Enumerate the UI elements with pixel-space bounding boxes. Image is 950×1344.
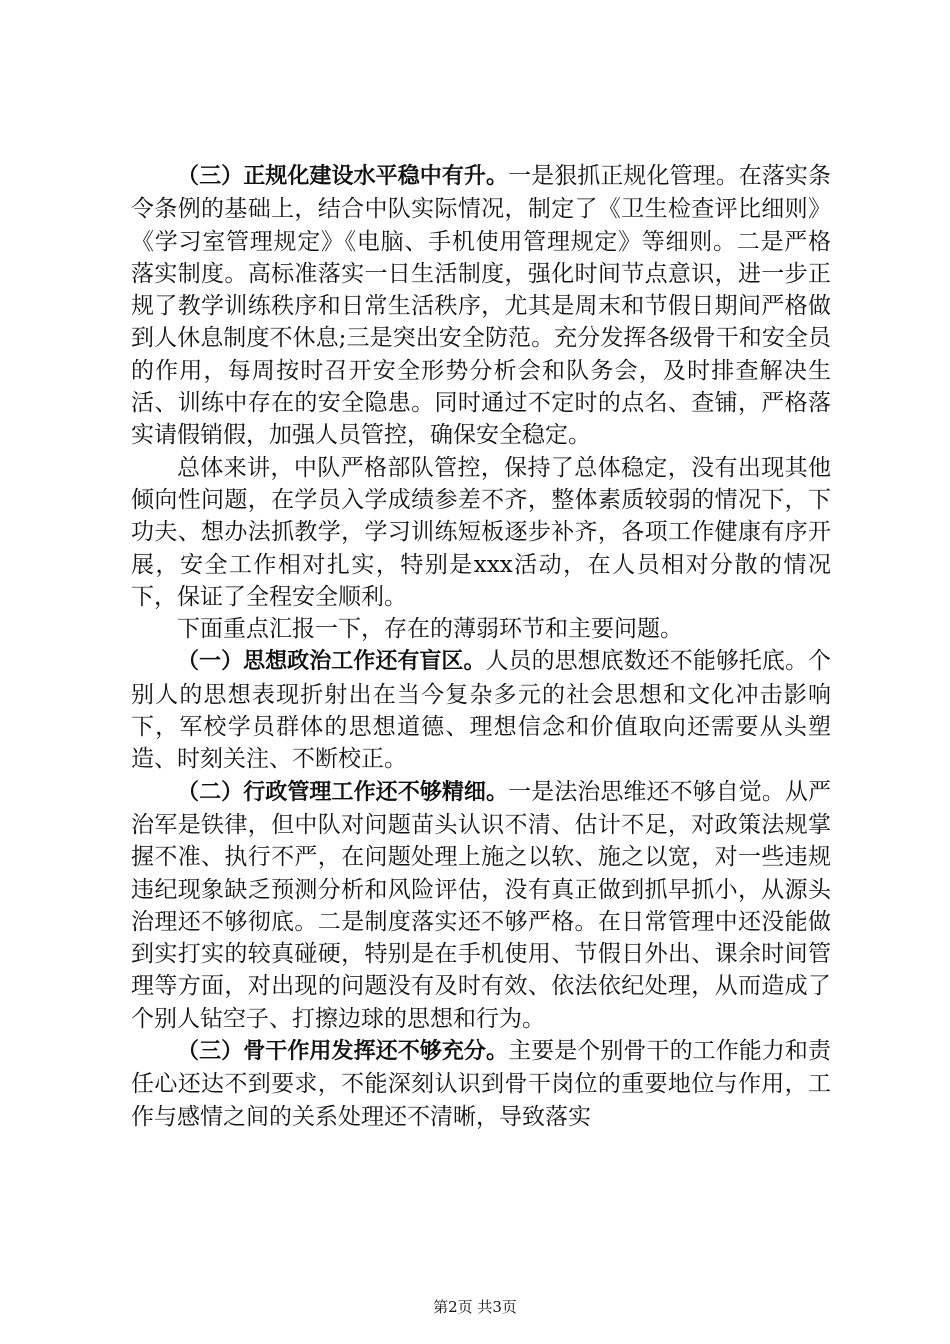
paragraph-3 bbox=[131, 613, 831, 645]
paragraph-text: 人员的思想底数还不能够托底。个别人的思想表现折射出在当今复杂多元的社会思想和文化冲击影响下，军校学员群体的思想道德、理想信念和价值取向还需要从头塑造、时刻关注、不断校正。 bbox=[131, 648, 831, 773]
page-footer: 第2页 共3页 bbox=[433, 1298, 517, 1316]
section-heading: （一）思想政治工作还有盲区。 bbox=[177, 649, 486, 675]
paragraph-text: 下面重点汇报一下，存在的薄弱环节和主要问题。 bbox=[177, 616, 683, 643]
section-heading: （二）行政管理工作还不够精细。 bbox=[177, 779, 509, 805]
paragraph-1 bbox=[131, 160, 831, 452]
paragraph-5 bbox=[131, 776, 831, 1035]
section-heading: （三）骨干作用发挥还不够充分。 bbox=[177, 1039, 509, 1065]
document-body bbox=[131, 160, 831, 1133]
paragraph-text: 主要是个别骨干的工作能力和责任心还达不到要求，不能深刻认识到骨干岗位的重要地位与作用，工作与感情之间的关系处理还不清晰，导致落实 bbox=[131, 1038, 831, 1130]
paragraph-text: 一是狠抓正规化管理。在落实条令条例的基础上，结合中队实际情况，制定了《卫生检查评比细则》《学习室管理规定》《电脑、手机使用管理规定》等细则。二是严格落实制度。高标准落实一日生活制度，强化时间节点意识，进一步正规了教学训练秩序和日常生活秩序，尤其是周末和节假日期间严格做到人休息制度不休息;三是突出安全防范。充分发挥各级骨干和安全员的作用，每周按时召开安全形势分析会和队务会，及时排查解决生活、训练中存在的安全隐患。同时通过不定时的点名、查铺，严格落实请假销假，加强人员管控，确保安全稳定。 bbox=[131, 163, 831, 449]
paragraph-6 bbox=[131, 1035, 831, 1133]
paragraph-2 bbox=[131, 452, 831, 613]
paragraph-text: 总体来讲，中队严格部队管控，保持了总体稳定，没有出现其他倾向性问题，在学员入学成绩参差不齐，整体素质较弱的情况下，下功夫、想办法抓教学，学习训练短板逐步补齐，各项工作健康有序开展，安全工作相对扎实，特别是xxx活动，在人员相对分散的情况下，保证了全程安全顺利。 bbox=[131, 454, 831, 610]
paragraph-text: 一是法治思维还不够自觉。从严治军是铁律，但中队对问题苗头认识不清、估计不足，对政策法规掌握不准、执行不严，在问题处理上施之以软、施之以宽，对一些违规违纪现象缺乏预测分析和风险评估，没有真正做到抓早抓小，从源头治理还不够彻底。二是制度落实还不够严格。在日常管理中还没能做到实打实的较真碰硬，特别是在手机使用、节假日外出、课余时间管理等方面，对出现的问题没有及时有效、依法依纪处理，从而造成了个别人钻空子、打擦边球的思想和行为。 bbox=[131, 778, 831, 1032]
section-heading: （三）正规化建设水平稳中有升。 bbox=[177, 164, 509, 189]
paragraph-4 bbox=[131, 645, 831, 775]
